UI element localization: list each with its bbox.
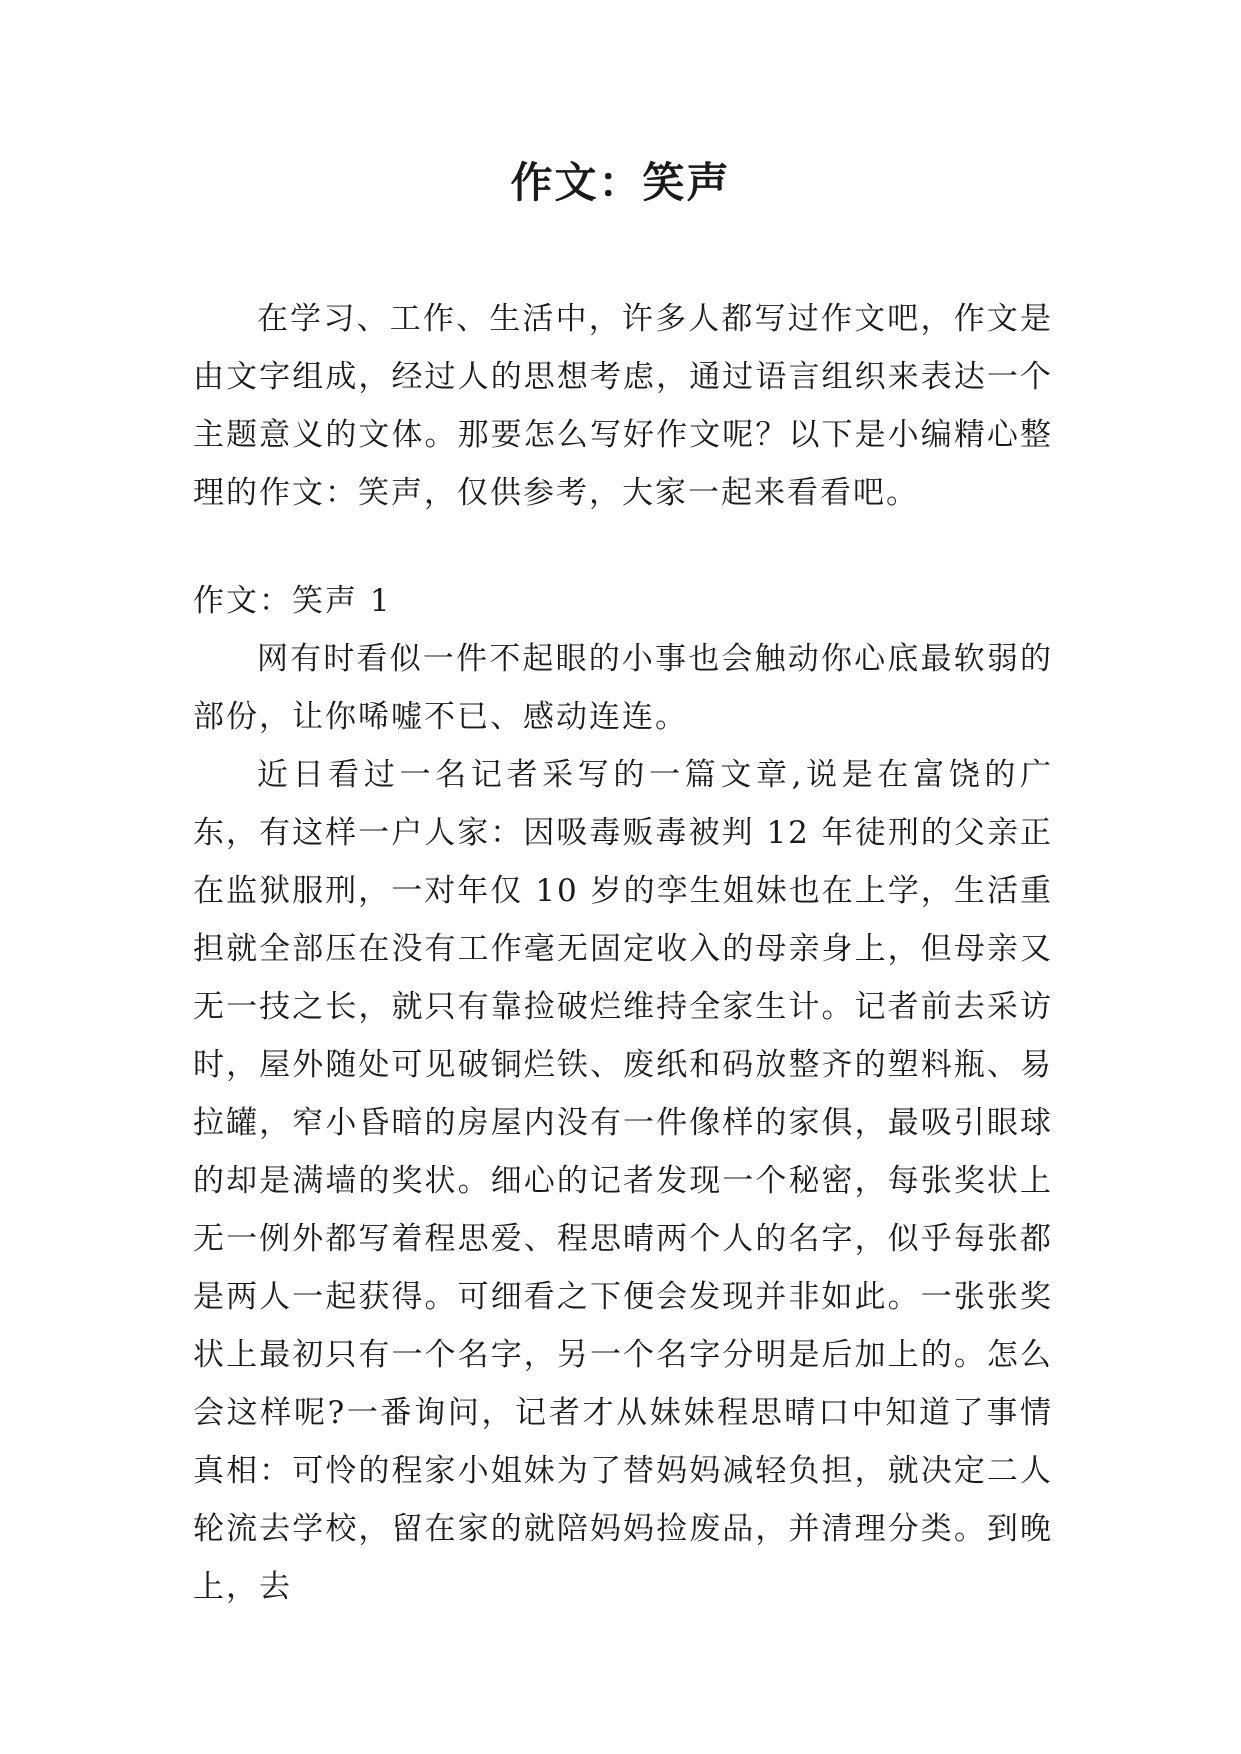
- body-paragraph: 网有时看似一件不起眼的小事也会触动你心底最软弱的部份，让你唏嘘不已、感动连连。: [193, 641, 1053, 735]
- intro-paragraph: 在学习、工作、生活中，许多人都写过作文吧，作文是由文字组成，经过人的思想考虑，通过语言组织来表达一个主题意义的文体。那要怎么写好作文呢？以下是小编精心整理的作文：笑声，仅供参考，大家一起来看看吧。: [193, 301, 1053, 511]
- document-body: [193, 290, 1053, 1616]
- section-heading: 作文：笑声 1: [193, 583, 392, 619]
- document-title: 作文：笑声: [510, 158, 731, 207]
- body-paragraph: 近日看过一名记者采写的一篇文章,说是在富饶的广东，有这样一户人家：因吸毒贩毒被判 12 年徒刑的父亲正在监狱服刑，一对年仅 10 岁的孪生姐妹也在上学，生活重担就全部压在没有工作毫无固定收入的母亲身上，但母亲又无一技之长，就只有靠捡破烂维持全家生计。记者前去采访时，屋外随处可见破铜烂铁、废纸和码放整齐的塑料瓶、易拉罐，窄小昏暗的房屋内没有一件像样的家俱，最吸引眼球的却是满墙的奖状。细心的记者发现一个秘密，每张奖状上无一例外都写着程思爱、程思晴两个人的名字，似乎每张都是两人一起获得。可细看之下便会发现并非如此。一张张奖状上最初只有一个名字，另一个名字分明是后加上的。怎么会这样呢?一番询问，记者才从妹妹程思晴口中知道了事情真相：可怜的程家小姐妹为了替妈妈减轻负担，就决定二人轮流去学校，留在家的就陪妈妈捡废品，并清理分类。到晚上，去: [193, 757, 1053, 1605]
